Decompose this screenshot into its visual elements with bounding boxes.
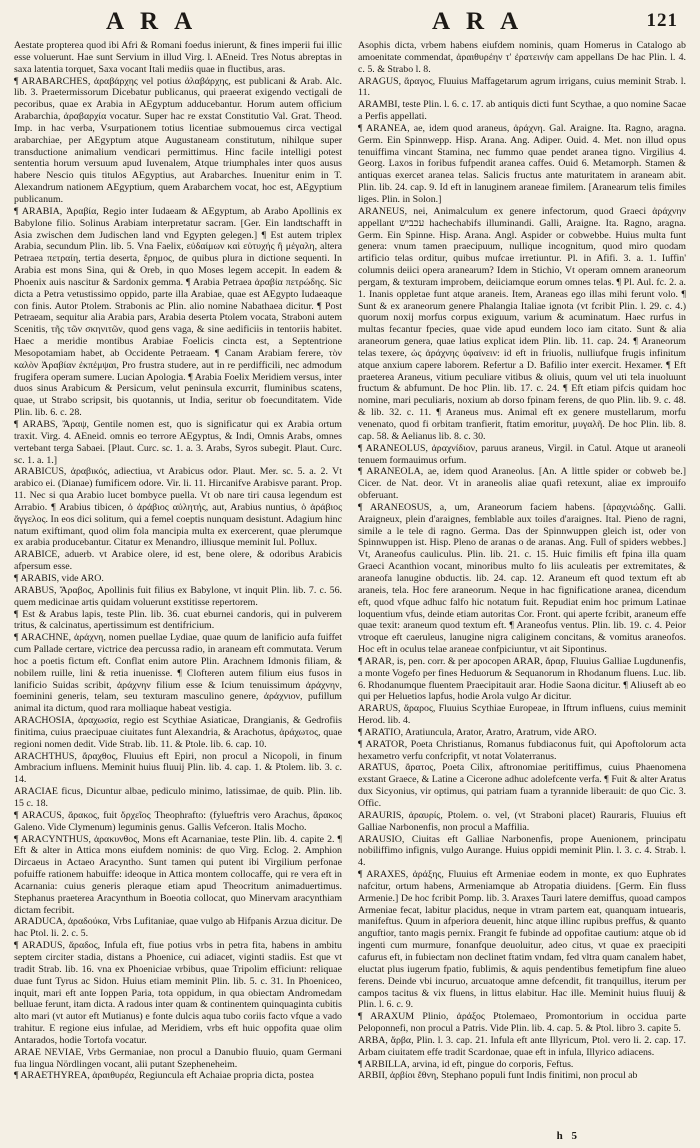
dictionary-entry: ARBII, ἀρβίοι ἔθνη, Stephano populi funt Indis finitimi, non procul ab: [358, 1070, 638, 1082]
dictionary-entry: ¶ ARAXUM Plinio, ἀράξος Ptolemaeo, Promontorium in occidua parte Peloponnefi, non procul a Patris. Vide Plin. lib. 4. cap. 5. & Ptol. libro 3. capite 5.: [358, 1011, 686, 1035]
dictionary-entry: ARABICUS, ἀραβικός, adiectiua, vt Arabicus odor. Plaut. Mer. sc. 5. a. 2. Vt arabico ei. (Dianae) fumificem odore. Vir. li. 11. Hircanifve Arabisve parant. Prop. 11. Nec si qua Arabio lucet bombyce puella. Vt ob nare tiri causa legendum est Arrabio. ¶ Arabius tibicen, ὁ ἀράβιος αὐλητής, aut, Arabius nuntius, ὁ ἀράβιος ἄγγελος. In eos dici solitum, qui a femel coeptis nunquam desistunt. Adagium hinc natum exiftimant, quod olim fola mancipia multa ex exercerent, quae plerumque ex arabia producebantur. Citatur ex Menandro, illiusque meminit Iul. Pollux.: [14, 466, 342, 549]
dictionary-entry: ¶ ARANEOSUS, a, um, Araneorum faciem habens. [ἀραχνιώδης. Galli. Araigneux, plein d'araignes, femblable aux toiles d'araignes. Ital. Pieno de ragni, simile a le tele di ragno. Germa. Das der Spinnwuppen gleich ist, oder von Spinnwuppen ist. Hisp. Pleno de aranas o de aranas. Ang. Full of spiders webbes.] Vt, Araneofus cauliculus. Plin. lib. 21. c. 15. Huic fimilis eft fpina illa quam Graeci Acanthion vocant, minoribus multo fo liis aculeatis per extremitates, & araneofa lanugine obductis. lib. 24. cap. 12. Araneum eft quod textum eft ab araneis, tela. Hoc fere araneorum. Neque in hac fignificatione aranea, dicendum eft, quod vfque adhuc falfo hic notatum fuit. Repudiat enim hoc primum Latinae loquentium vfus, deinde etiam autoritas Cor. Front. qui aperte fcribit, araneum effe quae texit: araneum quod textum eft. ¶ Araneofus ventus. Plin. lib. 19. c. 4. Peior vtroque eft caeruleus, lanugine nigra caliginem concitans, & vomitus araneofos. Hoc eft in oculus telae araneae confpiciuntur, vt ait Sipontinus.: [358, 501, 686, 656]
page-number: 121: [646, 10, 678, 31]
dictionary-entry: ¶ ARANEA, ae, idem quod araneus, ἀράχνη. Gal. Araigne. Ita. Ragno, aragna. Germ. Ein Spinnwepp. Hisp. Arana. Ang. Adiper. Ouid. 4. Met. non illud opus tenuiffima vincant Stamina, nec fummo quae pendet aranea tigno. Virgilius 4. Georg. Laxos in foribus fufpendit aranea caffes. Ouid 6. Metamorph. Stamen & antiquas exercet aranea telas. Salicis fructus ante maturitatem in araneam abit. Plin. lib. 24. cap. 9. Id eft in lanuginem araneae fimilem. [Aranearum telis fimiles liges. Plin. in Solon.]: [358, 122, 686, 205]
dictionary-entry: ARANEUS, nei, Animalculum ex genere infectorum, quod Graeci ἀράχνην appellant עכביש hachechabifs illuminandi. Galli, Araigne. Ita. Ragno, aragna. Germ. Ein Spinne. Hisp. Arana. Angl. Aspider or cobwebbe. Huius multa funt genera: vnum tamen praecipuum, nullique incognitum, quod miro quodam artificio telas orditur, quibus mufcae irretiuntur. Pl. in Afifi. 3. a. 1. Iuffin' columnis deiici opera aranearum? Idem in Stichio, Vt operam omnem araneorum pergam, & texturam improbem, deiiciamque eorum omnes telas. ¶ Pl. Aul. fc. 2. a. 1. Inanis oppletae funt atque araneis. Item, Araneas ego illas mihi ferunt volo. ¶ Sunt & ex araneorum genere Phalangia Italiae ignota (vt fcribit Plin. l. 29. c. 4.) quorum noxij morfus corpus exiguum, varium & acuminatum. Haec rurfus in multas fecantur fpecies, quae vide apud eundem loco iam citato. Sunt & alia araneorum genera, quae latius explicat idem Plin. lib. 11. cap. 24. ¶ Araneorum telas texere, ὡς ἀράχνης ὑφαίνειν: id eft in friuolis, nulliufque frugis infinitum atque anxium capere laborem. Refertur a D. Bafilio inter exercit. Hexamer. ¶ Eft praeterea Araneus, vitium peculiare vitibus & oliuis, quum vel uti tela inuoluunt fructum & abfumunt. De hoc Plin. lib. 17. c. 24. ¶ Eft etiam pifcis quidam hoc nomine, mari peculiaris, noxium ab dorso fpinam ferens, de quo Plin. lib. 9. c. 48. & lib. 32. c. 11. ¶ Araneus mus. Animal eft ex genere mustellarum, morfu venenato, quod fi orbitam tranfierit, ftatim emoritur, μυγαλῆ. De hoc Plin. lib. 8. cap. 58. & Aelianus lib. 8. c. 30.: [358, 205, 686, 442]
dictionary-entry: Asophis dicta, vrbem habens eiufdem nominis, quam Homerus in Catalogo ab amoenitate commendat, ἀραιθυρέην τ' ἐρατεινήν cam appellans De hac Plin. l. 4. c. 5. & Strabo l. 8.: [358, 40, 686, 75]
dictionary-entry: ¶ ARATIO, Aratiuncula, Arator, Aratro, Aratrum, vide ARO.: [358, 726, 597, 738]
dictionary-entry: ¶ ARABIS, vide ARO.: [14, 572, 104, 584]
dictionary-entry: ARAURIS, ἀραυρίς, Ptolem. o. vel, (vt Straboni placet) Rauraris, Fluuius eft Galliae Narbonenfis, non procul a Maffilia.: [358, 809, 686, 833]
running-head-left: ARA: [106, 8, 209, 35]
dictionary-entry: ARAE NEVIAE, Vrbs Germaniae, non procul a Danubio fluuio, quam Germani fua lingua Nördlingen vocant, alii putant Szepheneheim.: [14, 1046, 342, 1070]
right-column: [358, 40, 686, 1120]
dictionary-entry: ARABUS, Ἄραβος, Apollinis fuit filius ex Babylone, vt inquit Plin. lib. 7. c. 56. quem medicinae artis quidam voluerunt exstitisse repertorem.: [14, 584, 342, 608]
dictionary-entry: ARARUS, ἄραρος, Fluuius Scythiae Europeae, in Iftrum influens, cuius meminit Herod. lib. 4.: [358, 703, 686, 727]
dictionary-entry: ¶ ARABARCHES, ἀραβάρχης vel potius ἀλαβάρχης, est publicani & Arab. Alc. lib. 3. Praetermissorum Dicebatur publicanus, qui praeerat exigendo vectigali de pecoribus, quae ex Arabia in AEgyptum adducebantur. Horum autem officium Arabarchia, ἀραβαρχία vocatur. Super hac re exstat Constitutio Val. Grat. Theod. Imp. in hac verba, Vsurpationem totius licentiae submouemus circa vectigal arabarchiae, per AEgyptum atque Augustaneam constitutum, nihilque super transductione animalium vendicari permittimus. Hinc facile intelligi potest sententia horum versuum apud Iuvenalem, Atque triumphales inter quos ausus habere Nescio quis titulos AEgyptius, aut Arabarches. Inuenitur enim in T. Alexandrum nationem AEgyptium, quem Arabarchem vocat, hoc est, AEgyptium publicanum.: [14, 75, 342, 205]
dictionary-entry: ¶ ARACYNTHUS, ἀρακυνθος, Mons eft Acarnaniae, teste Plin. lib. 4. capite 2. ¶ Eft & alter in Attica mons eiufdem nominis: de quo Virg. Eclog. 2. Amphion Dircaeus in Actaeo Aracyntho. Sunt tamen qui putent ibi Virgilium perfonae pofuiffe rationem habuiffe: ideoque in Attica montem collocaffe, qui re vera eft in Acarnania: cuius generis pleraque etiam apud Theocritum animaduertimus. Stephanus praeterea Aracynthum in Boeotia collocat, quo Minervam aracynthiam dictam fecribit.: [14, 833, 342, 916]
dictionary-entry: ARACIAE ficus, Dicuntur albae, pediculo minimo, latissimae, de quib. Plin. lib. 15 c. 18.: [14, 786, 342, 809]
dictionary-entry: Aestate propterea quod ibi Afri & Romani foedus inierunt, & fines imperii fui illic esse voluerunt. Hae sunt Servium in illud Virg. l. AEneid. Tres Notus abreptas in saxa latentia torquet, Saxa vocant Itali mediis quae in fluctibus, aras.: [14, 40, 342, 75]
dictionary-entry: ARAUSIO, Ciuitas eft Galliae Narbonenfis, prope Auenionem, principatu nobiliffimo infignis, vulgo Aurange. Huius oppidi meminit Plin. l. 3. c. 4. Strab. l. 4.: [358, 833, 686, 869]
dictionary-entry: ARACHOSIA, ἀραχωσία, regio est Scythiae Asiaticae, Drangianis, & Gedrofiis finitima, cuius praecipuae ciuitates funt Alexandria, & Arachotus, ἀράχωτος, quae regioni nomen dedit. Vide Strab. lib. 11. & Ptole. lib. 6. cap. 10.: [14, 715, 342, 750]
dictionary-entry: ¶ ARAXES, ἀράξης, Fluuius eft Armeniae eodem in monte, ex quo Euphrates nafcitur, ortum habens, Armeniamque ab Atropatia diuidens. [Germ. Ein fluss Armenie.] De hoc fcribit Pomp. lib. 3. Araxes Tauri latere demiffus, quoad campos Armeniae fecat, labitur placidus, neque in vtram partem eat, quanquam intuearis, manifeftus. Quum in afperiora deuenit, hinc atque illinc rupibus preffus, & quanto anguftior, tanto magis pernix. Frangit fe fubinde ad oppofitae cautium: atque ob id ingenti cum murmure, fonanfque deuoluitur, adeo citus, vt quae ex praecipiti cafurus eft, in fubiectam non declinet ftatim vndam, fed vltra quam canalem habet, eluctat plus iugerum fpatio, fublimis, & aquis pendentibus femetipfum fine alueo ferens. Deinde vbi incuruo, arcuatoque amne defcendit, fit tranquillus, iterum per campos tacitus & vix fluens, in littus elabitur. Hac ille. Meminit huius fluuij & Plin. l. 6. c. 9.: [358, 869, 686, 1011]
dictionary-entry: ¶ Est & Arabus lapis, teste Plin. lib. 36. cuat eburnei candoris, qui in pulverem tritus, & calcinatus, apertissimum est dentifricium.: [14, 608, 342, 632]
dictionary-entry: ¶ ARABIA, Ἀραβία, Regio inter Iudaeam & AEgyptum, ab Arabo Apollinis ex Babylone filio. Solinus Arabiam interpretatur sacram. [Ger. Ein landtschafft in Asia zwischen dem Judischen land vnd Egypten gelegen.] ¶ Est autem triplex Arabia, secundum Plin. lib. 5. Vna Faelix, εὐδαίμων καὶ εὐτυχής ἢ μέγαλη, altera Petraea πετραίη, tertia deserta, ἔρημος, de quibus plura in dictione sequenti. In Arabia est mons Sina, qui & Oreb, in quo Moses legem accepit. In eadem & Phoenix auis nascitur & Sardonix gemma. ¶ Arabia Petraea ἀραβία πετρώδης. Sic dicta a Petra vetustissimo oppido, parte illa Arabiae, quae est AEgypto Iudaeaque con finis. Autor Ptolem. Strabonis ac Plin. alio nomine Nabathaea dicitur. ¶ Post Petraeam, sequitur alia Arabia pars, Arabia deserta Ptolem vocata, Straboni autem Scenitis, τῆς τῶν σκηνιτῶν, quod gens vaga, & sine aedificiis in tentoriis habitet. Haec a meridie montibus Arabiae Foelicis cincta est, a Septentrione Mesopotamiam habet, ab Occidente Petraeam. ¶ Canam Arabiam ferere, τὸν καλὸν Ἀραβίαν ἐκπέμψαι, Pro frustra studere, aut in re perdifficili, nec admodum frugifera operam sumere. Lucian Apologia. ¶ Arabia Foelix Meridiem versus, inter duos sinus Arabicum & Persicum, velut peninsula excurrit, fluminibus scatens, quae, ut Strabo scripsit, bis quotannis, ut India, seritur ob foecunditatem. Vide Plin. lib. 6. c. 28.: [14, 205, 342, 419]
dictionary-entry: ARAGUS, ἄραγος, Fluuius Maffagetarum agrum irrigans, cuius meminit Strab. l. 11.: [358, 75, 686, 99]
dictionary-entry: ¶ ARABS, Ἄραψ, Gentile nomen est, quo is significatur qui ex Arabia ortum traxit. Virg. 4. AEneid. omnis eo terrore AEgyptus, & Indi, Omnis Arabs, omnes vertebant terga Sabaei. [Plaut. Curc. sc. 1. a. 3. Arabs, Syros subegit. Plaut. Curc. sc. 1. a. 1.]: [14, 419, 342, 466]
two-column-body: [14, 40, 686, 1120]
dictionary-entry: ARATUS, ἄρατος, Poeta Cilix, aftronomiae peritiffimus, cuius Phaenomena exstant Graece, & Latine a Cicerone adhuc adolefcente verfa. ¶ Fuit & alter Aratus dux Sicyonius, vir optimus, qui patriam fuam a tyrannide liberauit: de quo Cic. 3. Offic.: [358, 762, 686, 809]
dictionary-entry: ¶ ARADUS, ἄραδος, Infula eft, fiue potius vrbs in petra fita, habens in ambitu septem circiter stadia, distans a Phoenice, cui adiacet, viginti stadiis. Est que vt tradit Strab. lib. 16. vna ex Phoeniciae vrbibus, quae Tripolim efficiunt: reliquae duae funt Tyrus ac Sidon. Huius etiam meminit Plin. lib. 5. c. 31. In Phoeniceo, inquit, mari eft ante Ioppen Paria, tota oppidum, in qua obiectam Andromedam belluae ferunt, itam dicta. A radous inter quam & continentem quinquaginta cubitis alto mari (vt autor eft Mutianus) e fonte dulcis aqua tubo coriis facto vfque a vado trahitur. E regione eius infulae, ad Meridiem, vrbs eft huic oppofita quae olim Antarados, hodie Tortofa vocatur.: [14, 940, 342, 1046]
dictionary-entry: ¶ ARACUS, ἄρακος, fuit ὄρχεῖος Theophrafto: (fylueftris vero Arachus, ἄρακος Galeno. Vide Clymenum) leguminis genus. Gallis Vefceron. Italis Mocho.: [14, 809, 342, 833]
dictionary-entry: ¶ ARANEOLA, ae, idem quod Araneolus. [An. A little spider or cobweb be.] Cicer. de Nat. deor. Vt in araneolis aliae quafi retexunt, aliae ex improuifo obferuant.: [358, 466, 686, 502]
dictionary-entry: ARADUCA, ἀραδούκα, Vrbs Lufitaniae, quae vulgo ab Hifpanis Arzua dicitur. De hac Ptol. li. 2. c. 5.: [14, 916, 342, 940]
signature-mark: h 5: [556, 1130, 580, 1142]
dictionary-entry: ¶ ARATOR, Poeta Christianus, Romanus fubdiaconus fuit, qui Apoftolorum acta hexametro verfu confcripfit, vt notat Volaterranus.: [358, 738, 686, 762]
dictionary-entry: ARAMBI, teste Plin. l. 6. c. 17. ab antiquis dicti funt Scythae, a quo nomine Sacae a Perfis appellati.: [358, 99, 686, 123]
dictionary-entry: ¶ ARANEOLUS, ἀραχνίδιον, paruus araneus, Virgil. in Catul. Atque ut araneoli tenuem formauimus orfum.: [358, 442, 686, 466]
running-head-right: ARA: [432, 8, 535, 35]
page-header: [14, 6, 686, 40]
dictionary-entry: ¶ ARAETHYREA, ἀραιθυρέα, Regiuncula eft Achaiae propria dicta, postea: [14, 1070, 314, 1082]
dictionary-entry: ¶ ARBILLA, arvina, id eft, pingue do corporis, Feftus.: [358, 1058, 574, 1070]
dictionary-entry: ¶ ARACHNE, ἀράχνη, nomen puellae Lydiae, quae quum de lanificio aufa fuiffet cum Pallade certare, victrice dea percussa radio, in araneam eft commutata. Verum hoc a poetis fictum eft. Conflat enim autore Plin. Arachnem Idmonis filiam, & nobilem ruille, lini & retia inuenisse. ¶ Clofteren autem filium eius fusos in lanificio Suidas scribit, ἀράχνην filium esse & Icium tenuissimum ἀράχνην, foeminini generis, telam, seu texturam masculino genere, ἀράχνιον, pufillum animal ita dictum, quod rara molliaque habeat vestigia.: [14, 632, 342, 715]
dictionary-entry: ARBA, ἄρβα, Plin. l. 3. cap. 21. Infula eft ante Illyricum, Ptol. vero li. 2. cap. 17. Arbam ciuitatem effe tradit Scardonae, quae eft in infula, Illyrico adiacens.: [358, 1034, 686, 1058]
dictionary-entry: ARACHTHUS, ἄραχθος, Fluuius eft Epiri, non procul a Nicopoli, in finum Ambracium influens. Meminit huius fluuij Plin. lib. 4. cap. 1. & Ptolem. lib. 3. c. 14.: [14, 750, 342, 786]
dictionary-entry: ARABICE, aduerb. vt Arabice olere, id est, bene olere, & odoribus Arabicis afpersum esse.: [14, 549, 342, 573]
dictionary-entry: ¶ ARAR, is, pen. corr. & per apocopen ARAR, ἄραρ, Fluuius Galliae Lugdunenfis, a monte Vogefo per fines Heduorum & Sequanorum in Rhodanum fluens. Luc. lib. 6. Rhodanumque fluentem Praecipitauit arar. Hodie Saona dicitur. ¶ Aliuseft ab eo qui per Heluetios lapfus, hodie Arola vulgo Ar dicitur.: [358, 655, 686, 703]
left-column: [14, 40, 342, 1120]
